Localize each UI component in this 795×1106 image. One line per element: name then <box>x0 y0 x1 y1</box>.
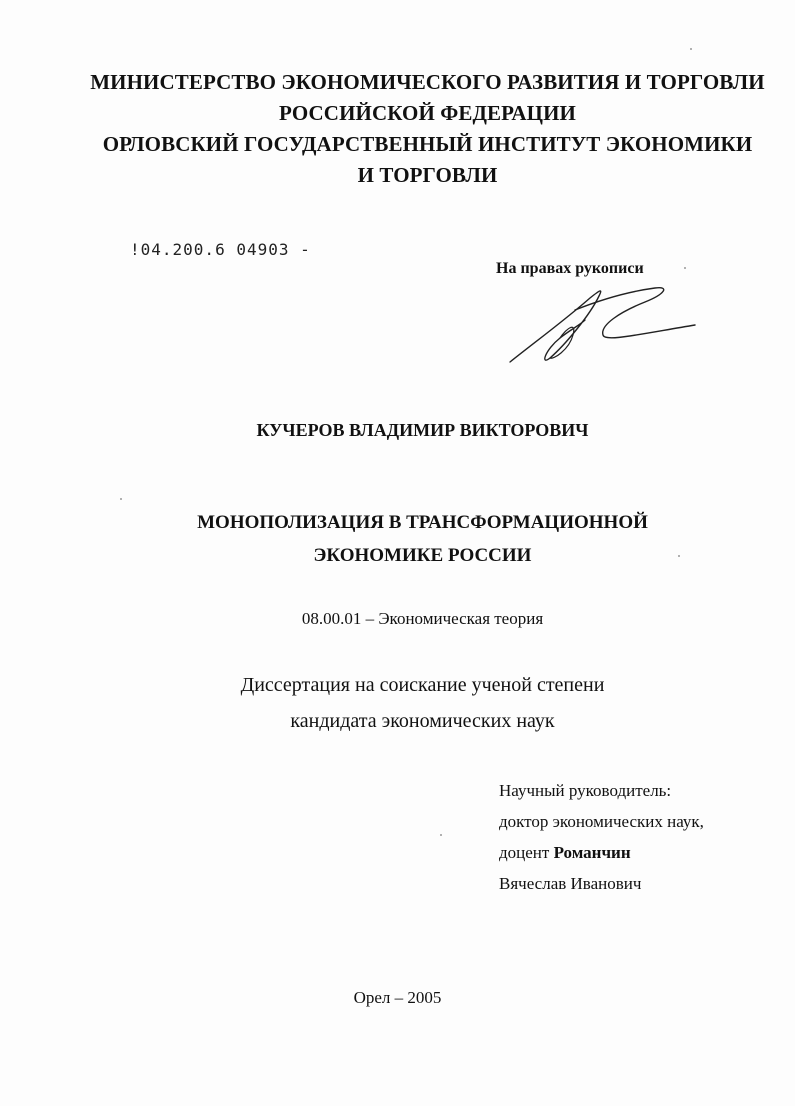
specialty-code: 08.00.01 – Экономическая теория <box>301 609 544 628</box>
supervisor-name: Вячеслав Иванович <box>499 874 642 893</box>
scan-speck <box>678 555 680 557</box>
dissertation-title-line-2: ЭКОНОМИКЕ РОССИИ <box>313 545 532 566</box>
ministry-line-1: МИНИСТЕРСТВО ЭКОНОМИЧЕСКОГО РАЗВИТИЯ И ТОРГОВЛИ <box>90 70 765 94</box>
author-name: КУЧЕРОВ ВЛАДИМИР ВИКТОРОВИЧ <box>256 420 589 440</box>
scan-speck <box>684 267 686 269</box>
supervisor-block <box>499 775 704 899</box>
scan-speck <box>690 48 692 50</box>
scan-speck <box>120 498 122 500</box>
dissertation-title-line-1: МОНОПОЛИЗАЦИЯ В ТРАНСФОРМАЦИОННОЙ <box>197 512 648 533</box>
supervisor-role: Научный руководитель: <box>499 781 672 800</box>
supervisor-surname: Романчин <box>553 843 631 862</box>
scan-speck <box>440 834 442 836</box>
supervisor-rank: доцент <box>499 843 550 862</box>
ministry-line-2: РОССИЙСКОЙ ФЕДЕРАЦИИ <box>279 101 576 125</box>
city-year: Орел – 2005 <box>353 988 442 1007</box>
institute-line-1: ОРЛОВСКИЙ ГОСУДАРСТВЕННЫЙ ИНСТИТУТ ЭКОНОМИКИ <box>102 132 753 156</box>
supervisor-rank-line <box>499 837 704 868</box>
degree-statement-line-1: Диссертация на соискание ученой степени <box>240 674 605 696</box>
institute-line-2: И ТОРГОВЛИ <box>357 163 498 187</box>
supervisor-degree: доктор экономических наук, <box>499 812 704 831</box>
degree-statement-line-2: кандидата экономических наук <box>290 710 555 732</box>
handwritten-signature <box>505 280 705 375</box>
registry-number: !04.200.6 04903 - <box>130 240 311 259</box>
rights-notice: На правах рукописи <box>496 260 644 277</box>
